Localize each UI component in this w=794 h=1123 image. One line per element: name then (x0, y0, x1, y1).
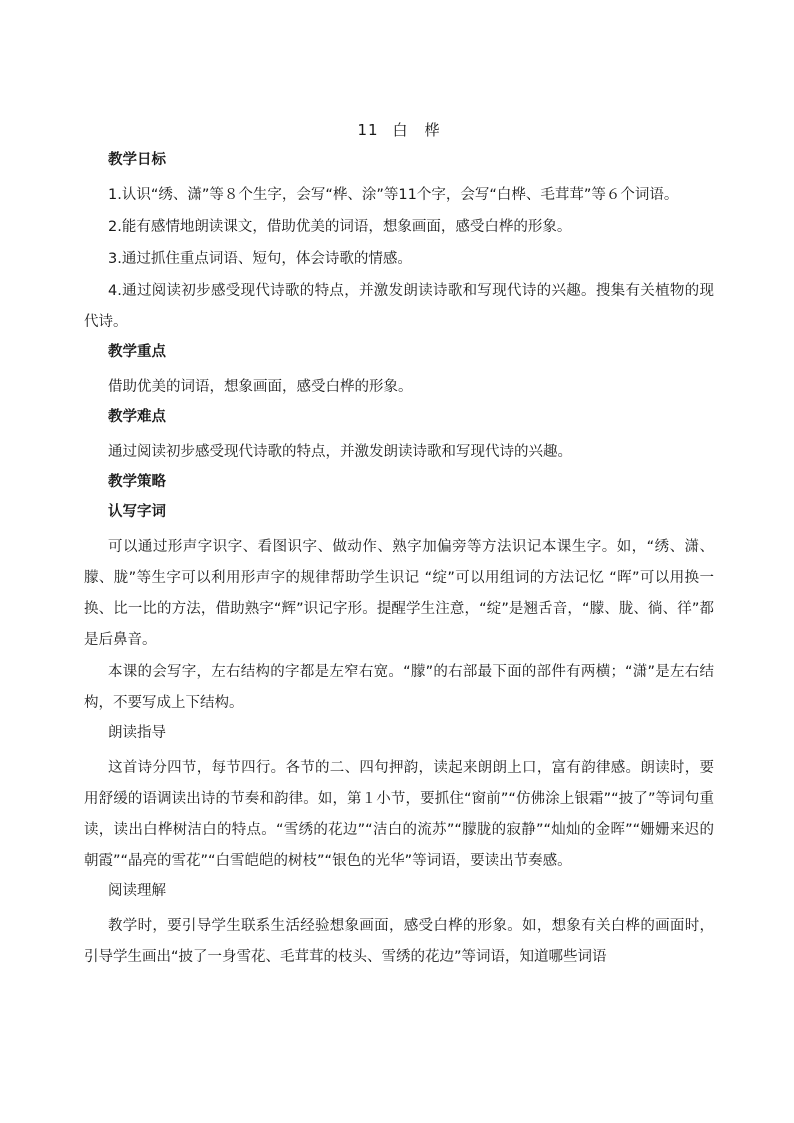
words-paragraph-1: 可以通过形声字识字、看图识字、做动作、熟字加偏旁等方法识记本课生字。如，“绣、潇、朦、胧”等生字可以利用形声字的规律帮助学生识记 “绽”可以用组词的方法记忆 “晖”可以用换一换、比一比的方法，借助熟字“辉”识记字形。提醒学生注意，“绽”是翘舌音，“朦、胧、徜、徉”都是后鼻音。 (84, 539, 714, 648)
reading-paragraph-1: 这首诗分四节，每节四行。各节的二、四句押韵，读起来朗朗上口，富有韵律感。朗读时，要用舒缓的语调读出诗的节奏和韵律。如，第１小节，要抓住“窗前”“仿佛涂上银霜”“披了”等词句重读，读出白桦树洁白的特点。“雪绣的花边”“洁白的流苏”“朦胧的寂静”“灿灿的金晖”“姗姗来迟的朝霞”“晶亮的雪花”“白雪皑皑的树枝”“银色的光华”等词语，要读出节奏感。 (84, 760, 714, 869)
goal-item-2: 2.能有感情地朗读课文，借助优美的词语，想象画面，感受白桦的形象。 (108, 219, 572, 235)
words-heading: 认写字词 (108, 504, 166, 520)
goal-item-4: 4.通过阅读初步感受现代诗歌的特点，并激发朗读诗歌和写现代诗的兴趣。搜集有关植物的现代诗。 (84, 283, 714, 330)
goal-item-3: 3.通过抓住重点词语、短句，体会诗歌的情感。 (108, 251, 412, 267)
lesson-title (84, 120, 714, 140)
goal-item-1: 1.认识“绣、潇”等８个生字，会写“桦、涂”等11个字，会写“白桦、毛茸茸”等６个词语。 (108, 187, 679, 203)
lesson-name: 白 桦 (392, 121, 441, 139)
document-page (84, 120, 714, 974)
key-points-heading: 教学重点 (108, 344, 166, 360)
goals-heading: 教学日标 (108, 152, 166, 168)
reading-heading: 朗读指导 (108, 725, 166, 741)
key-points-text: 借助优美的词语，想象画面，感受白桦的形象。 (108, 379, 413, 395)
lesson-number: 11 (357, 121, 379, 139)
comprehension-heading: 阅读理解 (108, 883, 166, 899)
difficulty-text: 通过阅读初步感受现代诗歌的特点，并激发朗读诗歌和写现代诗的兴趣。 (108, 444, 572, 460)
comprehension-paragraph-1: 教学时，要引导学生联系生活经验想象画面，感受白桦的形象。如，想象有关白桦的画面时，引导学生画出“披了一身雪花、毛茸茸的枝头、雪绣的花边”等词语，知道哪些词语 (84, 918, 714, 965)
strategy-heading: 教学策略 (108, 474, 166, 490)
words-paragraph-2: 本课的会写字，左右结构的字都是左窄右宽。“朦”的右部最下面的部件有两横；“潇”是左右结构，不要写成上下结构。 (84, 664, 714, 711)
difficulty-heading: 教学难点 (108, 409, 166, 425)
